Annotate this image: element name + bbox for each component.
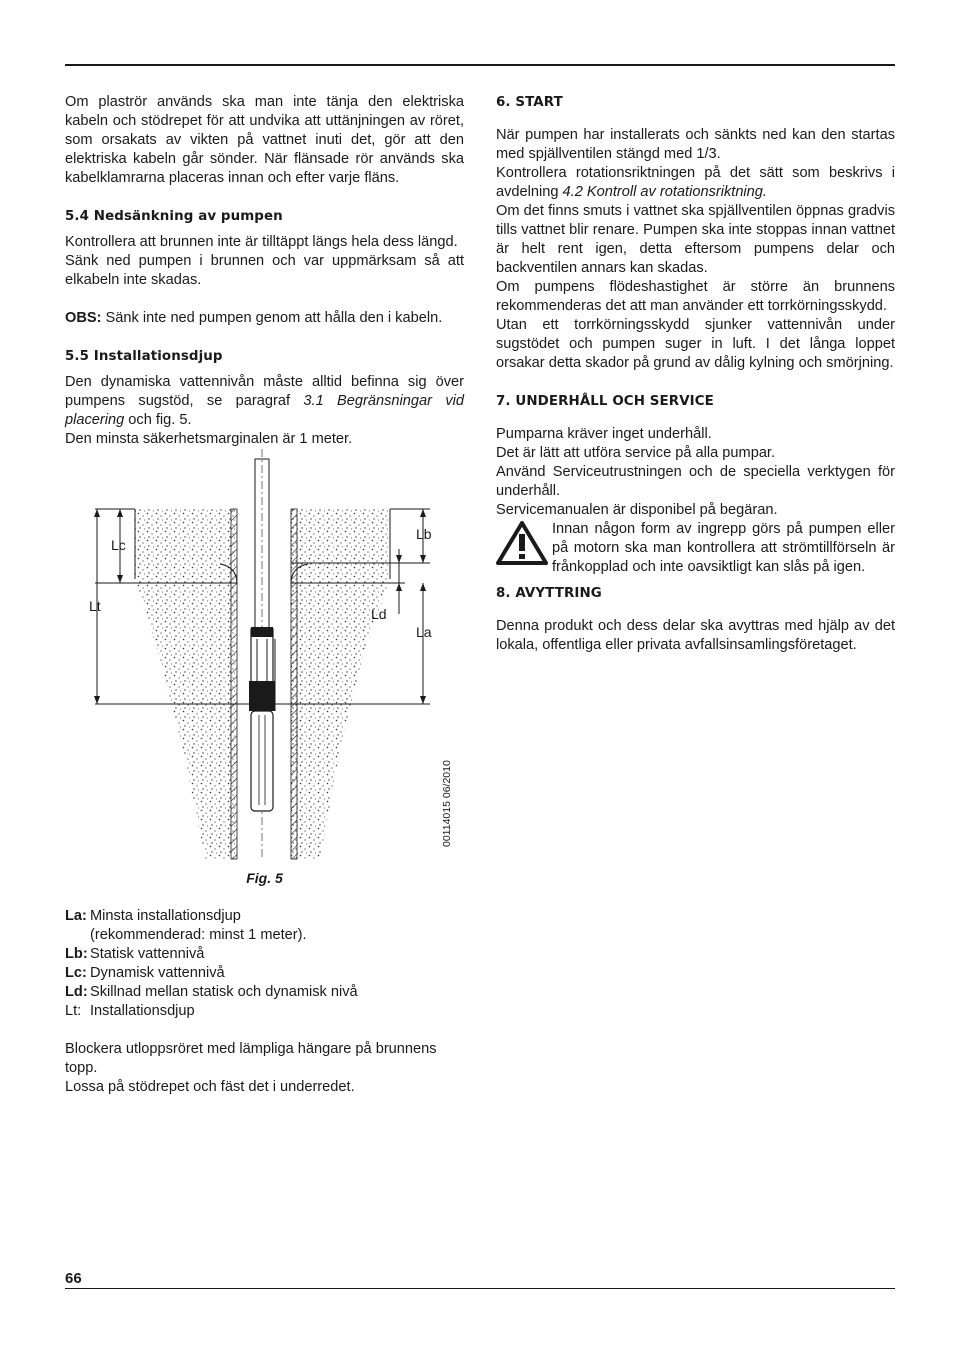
figure-id-code: 00114015 06/2010 bbox=[441, 760, 453, 847]
obs-label: OBS: bbox=[65, 310, 102, 326]
left-column bbox=[65, 93, 464, 1097]
warning-triangle-icon bbox=[496, 520, 552, 572]
casing-right bbox=[291, 509, 297, 859]
outro-paragraph-2: Lossa på stödrepet och fäst det i underredet. bbox=[65, 1079, 355, 1095]
section-6-p5: Utan ett torrkörningsskydd sjunker vattennivån under sugstödet och pumpen suger in luft. I det långa loppet orsakar detta skador på grund av dålig kylning och smörjning. bbox=[496, 317, 895, 371]
legend-text: Statisk vattennivå bbox=[90, 946, 205, 962]
legend-text: Skillnad mellan statisk och dynamisk nivå bbox=[90, 984, 358, 1000]
section-5-4-heading: 5.4 Nedsänkning av pumpen bbox=[65, 209, 283, 224]
section-5-5-p1 bbox=[65, 373, 464, 430]
legend-key: Ld: bbox=[65, 984, 88, 1000]
figure-5 bbox=[65, 449, 464, 869]
section-6-p3: Om det finns smuts i vattnet ska spjällventilen öppnas gradvis tills vattnet blir renare. Pumpen ska inte stoppas innan vattnet är helt rent igen, detta eftersom pumpens delar och backventilen annars kan skadas. bbox=[496, 203, 895, 276]
footer-rule bbox=[65, 1288, 895, 1289]
section-5-5-heading: 5.5 Installationsdjup bbox=[65, 349, 223, 364]
section-6-p4: Om pumpens flödeshastighet är större än brunnens rekommenderas det att man använder ett torrkörningsskydd. bbox=[496, 279, 895, 314]
label-la: La bbox=[416, 624, 432, 640]
legend-key: La: bbox=[65, 908, 87, 924]
label-lb: Lb bbox=[416, 526, 432, 542]
pump-top-block bbox=[251, 627, 273, 637]
section-7-p2: Det är lätt att utföra service på alla pumpar. bbox=[496, 445, 776, 461]
page-number: 66 bbox=[65, 1270, 82, 1287]
legend-key: Lb: bbox=[65, 946, 88, 962]
section-5-4-p2: Sänk ned pumpen i brunnen och var uppmärksam så att elkabeln inte skadas. bbox=[65, 253, 464, 288]
warning-text: Innan någon form av ingrepp görs på pumpen eller på motorn ska man kontrollera att strömtillförseln är frånkopplad och inte oavsiktligt kan slås på igen. bbox=[552, 521, 895, 575]
soil-right bbox=[291, 509, 390, 859]
section-7-p1: Pumparna kräver inget underhåll. bbox=[496, 426, 712, 442]
label-lc: Lc bbox=[111, 537, 126, 553]
section-6-p2-start: Kontrollera rotationsriktningen på det sätt som beskrivs i avdelning bbox=[496, 165, 895, 200]
obs-text: Sänk inte ned pumpen genom att hålla den i kabeln. bbox=[101, 310, 443, 326]
legend-row bbox=[65, 964, 464, 983]
section-6-p2 bbox=[496, 164, 895, 202]
legend-key bbox=[65, 926, 90, 945]
section-7-p3: Använd Serviceutrustningen och de speciella verktygen för underhåll. bbox=[496, 464, 895, 499]
legend-text: Minsta installationsdjup bbox=[90, 908, 241, 924]
warning-block bbox=[496, 520, 895, 577]
section-8-p1: Denna produkt och dess delar ska avyttras med hjälp av det lokala, offentliga eller privata avfallsinsamlingsföretaget. bbox=[496, 618, 895, 653]
legend bbox=[65, 907, 464, 1021]
label-ld: Ld bbox=[371, 606, 387, 622]
section-6-reference: 4.2 Kontroll av rotationsriktning. bbox=[562, 184, 767, 200]
outro-paragraph-1: Blockera utloppsröret med lämpliga hängare på brunnens topp. bbox=[65, 1041, 437, 1076]
pump-motor bbox=[251, 711, 273, 811]
section-5-5-p1-start: Den dynamiska vattennivån måste alltid befinna sig över pumpens sugstöd, se paragraf bbox=[65, 374, 464, 409]
section-7-heading: 7. UNDERHÅLL OCH SERVICE bbox=[496, 394, 714, 409]
legend-text: (rekommenderad: minst 1 meter). bbox=[90, 927, 307, 943]
casing-left bbox=[231, 509, 237, 859]
legend-row bbox=[65, 907, 464, 926]
legend-row bbox=[65, 983, 464, 1002]
section-5-5-p2: Den minsta säkerhetsmarginalen är 1 meter. bbox=[65, 431, 353, 447]
legend-text: Installationsdjup bbox=[90, 1003, 195, 1019]
section-6-heading: 6. START bbox=[496, 95, 563, 110]
intro-paragraph: Om plaströr används ska man inte tänja den elektriska kabeln och stödrepet för att undvika att uttänjningen av röret, som orsakats av vikten på vattnet inuti det, gör att den elektriska kabeln går sönder. När flänsade rör används ska kabelklamrarna placeras innan och efter varje fläns. bbox=[65, 94, 464, 186]
section-5-4-p1: Kontrollera att brunnen inte är tilltäppt längs hela dess längd. bbox=[65, 234, 458, 250]
figure-caption: Fig. 5 bbox=[246, 870, 283, 886]
section-7-p4: Servicemanualen är disponibel på begäran. bbox=[496, 502, 778, 518]
soil-left bbox=[135, 509, 237, 859]
legend-key: Lc: bbox=[65, 965, 87, 981]
obs-note bbox=[65, 309, 464, 328]
section-8-heading: 8. AVYTTRING bbox=[496, 586, 602, 601]
header-rule bbox=[65, 64, 895, 66]
section-6-p1: När pumpen har installerats och sänkts ned kan den startas med spjällventilen stängd med 1/3. bbox=[496, 127, 895, 162]
legend-row bbox=[65, 926, 464, 945]
pump-inlet-block bbox=[249, 681, 275, 711]
section-5-5-reference: 3.1 Begränsningar vid placering bbox=[65, 393, 464, 428]
legend-text: Dynamisk vattennivå bbox=[90, 965, 225, 981]
legend-key: Lt: bbox=[65, 1003, 82, 1019]
legend-row bbox=[65, 1002, 464, 1021]
legend-row bbox=[65, 945, 464, 964]
well-diagram bbox=[65, 449, 464, 869]
right-column bbox=[496, 93, 895, 655]
section-5-5-p1-end: och fig. 5. bbox=[124, 412, 192, 428]
label-lt: Lt bbox=[89, 598, 101, 614]
